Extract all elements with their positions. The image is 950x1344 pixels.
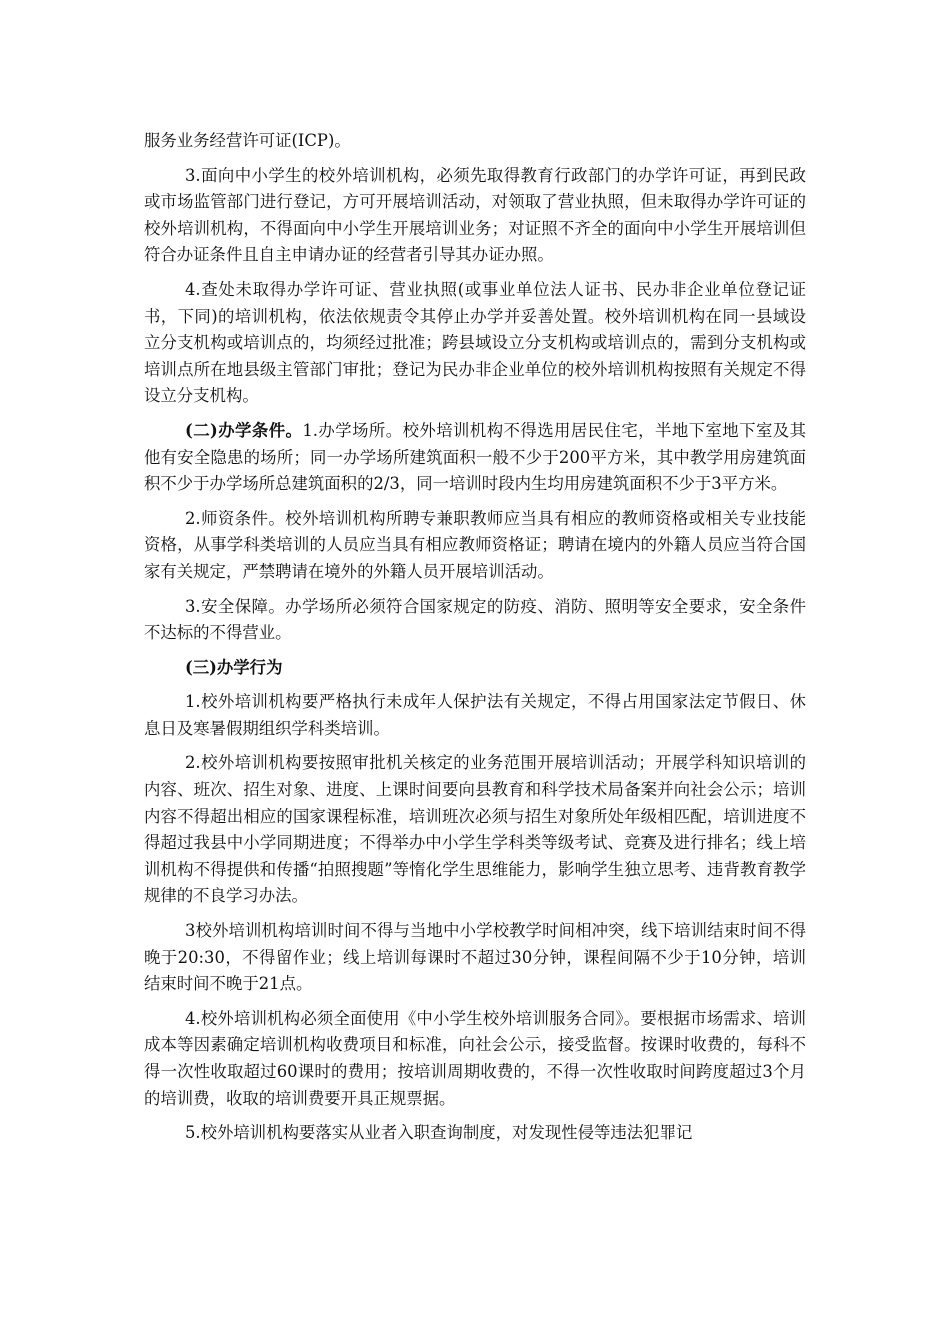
paragraph-school-conditions xyxy=(144,418,806,498)
paragraph-behavior-4: 4.校外培训机构必须全面使用《中小学生校外培训服务合同》。要根据市场需求、培训成本等因素确定培训机构收费项目和标准，向社会公示，接受监督。按课时收费的，每科不得一次性收取超过60课时的费用；按培训周期收费的，不得一次性收取时间跨度超过3个月的培训费，收取的培训费要开具正规票据。 xyxy=(144,1008,806,1108)
paragraph-behavior-3: 3校外培训机构培训时间不得与当地中小学校教学时间相冲突，线下培训结束时间不得晚于20:30，不得留作业；线上培训每课时不超过30分钟，课程间隔不少于10分钟，培训结束时间不晚于21点。 xyxy=(144,921,806,994)
paragraph-behavior-5: 5.校外培训机构要落实从业者入职查询制度，对发现性侵等违法犯罪记 xyxy=(185,1123,693,1143)
paragraph-behavior-1: 1.校外培训机构要严格执行未成年人保护法有关规定，不得占用国家法定节假日、休息日及寒暑假期组织学科类培训。 xyxy=(144,692,806,738)
paragraph-continuation: 服务业务经营许可证(ICP)。 xyxy=(144,131,351,150)
paragraph-item-3: 3.面向中小学生的校外培训机构，必须先取得教育行政部门的办学许可证，再到民政或市场监管部门进行登记，方可开展培训活动，对领取了营业执照，但未取得办学许可证的校外培训机构，不得面向中小学生开展培训业务；对证照不齐全的面向中小学生开展培训但符合办证条件且自主申请办证的经营者引导其办证办照。 xyxy=(144,165,806,265)
paragraph-behavior-2: 2.校外培训机构要按照审批机关核定的业务范围开展培训活动；开展学科知识培训的内容、班次、招生对象、进度、上课时间要向县教育和科学技术局备案并向社会公示；培训内容不得超出相应的国家课程标准，培训班次必须与招生对象所处年级相匹配，培训进度不得超过我县中小学同期进度；不得举办中小学生学科类等级考试、竞赛及进行排名；线上培训机构不得提供和传播“拍照搜题”等惰化学生思维能力，影响学生独立思考、违背教育教学规律的不良学习办法。 xyxy=(144,753,806,906)
section-heading-school-conditions: (二)办学条件。 xyxy=(185,420,303,440)
paragraph-venue: 1.办学场所。校外培训机构不得选用居民住宅，半地下室地下室及其他有安全隐患的场所；同一办学场所建筑面积一般不少于200平方米，其中教学用房建筑面积不少于办学场所总建筑面积的2/3，同一培训时段内生均用房建筑面积不少于3平方米。 xyxy=(144,420,806,494)
section-heading-school-behavior: (三)办学行为 xyxy=(185,657,283,677)
paragraph-safety: 3.安全保障。办学场所必须符合国家规定的防疫、消防、照明等安全要求，安全条件不达标的不得营业。 xyxy=(144,596,806,643)
paragraph-teachers: 2.师资条件。校外培训机构所聘专兼职教师应当具有相应的教师资格或相关专业技能资格，从事学科类培训的人员应当具有相应教师资格证；聘请在境内的外籍人员应当符合国家有关规定，严禁聘请在境外的外籍人员开展培训活动。 xyxy=(144,508,806,581)
paragraph-item-4: 4.查处未取得办学许可证、营业执照(或事业单位法人证书、民办非企业单位登记证书，下同)的培训机构，依法依规责令其停止办学并妥善处置。校外培训机构在同一县域设立分支机构或培训点的，均须经过批准；跨县域设立分支机构或培训点的，需到分支机构或培训点所在地县级主管部门审批；登记为民办非企业单位的校外培训机构按照有关规定不得设立分支机构。 xyxy=(144,279,806,406)
